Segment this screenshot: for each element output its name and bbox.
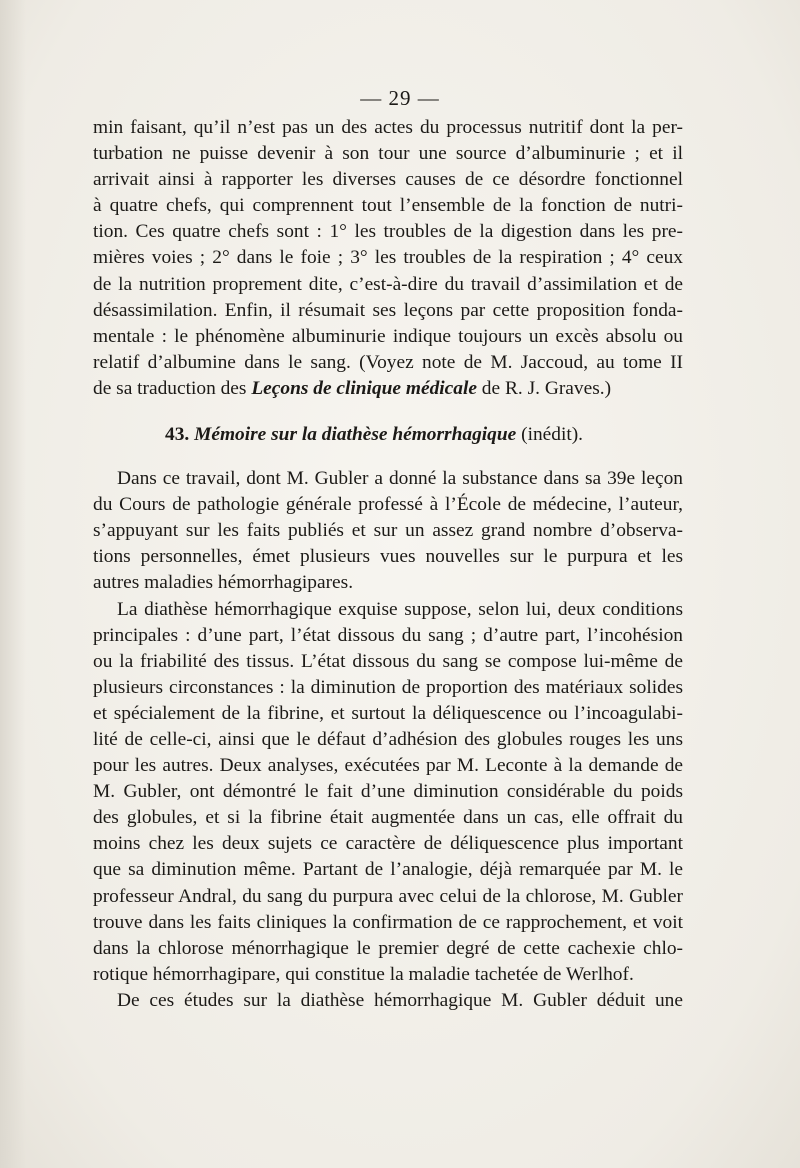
text-line: relatif d’albumine dans le sang. (Voyez note de M. Jaccoud, au tome II [93,351,683,373]
text-line: ou la friabilité des tissus. L’état dissous du sang se compose lui-même de [93,650,683,672]
text-line: mentale : le phénomène albuminurie indique toujours un excès absolu ou [93,325,683,347]
binding-gutter [0,0,26,1168]
text-line: arrivait ainsi à rapporter les diverses causes de ce désordre fonctionnel [93,169,683,191]
text-line: plusieurs circonstances : la diminution de proportion des matériaux solides [93,676,683,698]
section-title: Mémoire sur la diathèse hémorrhagique [194,424,517,446]
text-line: à quatre chefs, qui comprennent tout l’ensemble de la fonction de nutri- [93,195,683,217]
paragraph-1 [93,115,683,402]
section-note: (inédit). [521,424,584,446]
citation-prefix: de sa traduction des [93,377,252,399]
cited-work-title: Leçons de clinique médicale [251,377,477,399]
text-line: M. Gubler, ont démontré le fait d’une diminution considérable du poids [93,781,683,803]
text-line: de la nutrition proprement dite, c’est-à-dire du travail d’assimilation et de [93,273,683,295]
text-line: s’appuyant sur les faits publiés et sur un assez grand nombre d’observa- [93,520,683,542]
paragraph-4 [93,988,683,1014]
text-line: désassimilation. Enfin, il résumait ses leçons par cette proposition fonda- [93,299,683,321]
text-line: tion. Ces quatre chefs sont : 1° les troubles de la digestion dans les pre- [93,221,683,243]
text-line: rotique hémorrhagipare, qui constitue la maladie tachetée de Werlhof. [93,963,634,985]
text-line: De ces études sur la diathèse hémorrhagique M. Gubler déduit une [117,989,683,1011]
text-line: min faisant, qu’il n’est pas un des actes du processus nutritif dont la per- [93,117,683,138]
paragraph-2 [93,466,683,596]
text-line: Dans ce travail, dont M. Gubler a donné la substance dans sa 39e leçon [117,468,683,490]
page-number: — 29 — [360,86,440,110]
text-line: principales : d’une part, l’état dissous du sang ; d’autre part, l’incohésion [93,624,683,646]
text-line: autres maladies hémorrhagipares. [93,572,354,594]
text-line: et spécialement de la fibrine, et surtout la déliquescence ou l’incoagulabi- [93,702,683,724]
text-line: trouve dans les faits cliniques la confirmation de ce rapprochement, et voit [93,911,683,933]
text-line: professeur Andral, du sang du purpura avec celui de la chlorose, M. Gubler [93,885,683,907]
paragraph-3 [93,597,683,988]
text-line: lité de celle-ci, ainsi que le défaut d’adhésion des globules rouges les uns [93,728,683,750]
text-line: dans la chlorose ménorrhagique le premier degré de cette cachexie chlo- [93,937,683,959]
text-line: que sa diminution même. Partant de l’analogie, déjà remarquée par M. le [93,859,683,881]
text-line: La diathèse hémorrhagique exquise suppose, selon lui, deux conditions [117,598,683,620]
text-line: moins chez les deux sujets ce caractère de déliquescence plus important [93,833,683,855]
text-line-citation [93,376,683,402]
citation-suffix: de R. J. Graves.) [476,377,612,399]
section-heading [93,422,683,448]
text-line: turbation ne puisse devenir à son tour une source d’albuminurie ; et il [93,143,683,165]
body-text [93,115,683,1014]
text-line: du Cours de pathologie générale professé à l’École de médecine, l’auteur, [93,494,683,516]
section-number: 43. [165,424,190,446]
text-line: pour les autres. Deux analyses, exécutées par M. Leconte à la demande de [93,755,683,777]
text-line: tions personnelles, émet plusieurs vues nouvelles sur le purpura et les [93,546,683,568]
text-line: mières voies ; 2° dans le foie ; 3° les troubles de la respiration ; 4° ceux [93,247,683,269]
text-line: des globules, et si la fibrine était augmentée dans un cas, elle offrait du [93,807,683,829]
